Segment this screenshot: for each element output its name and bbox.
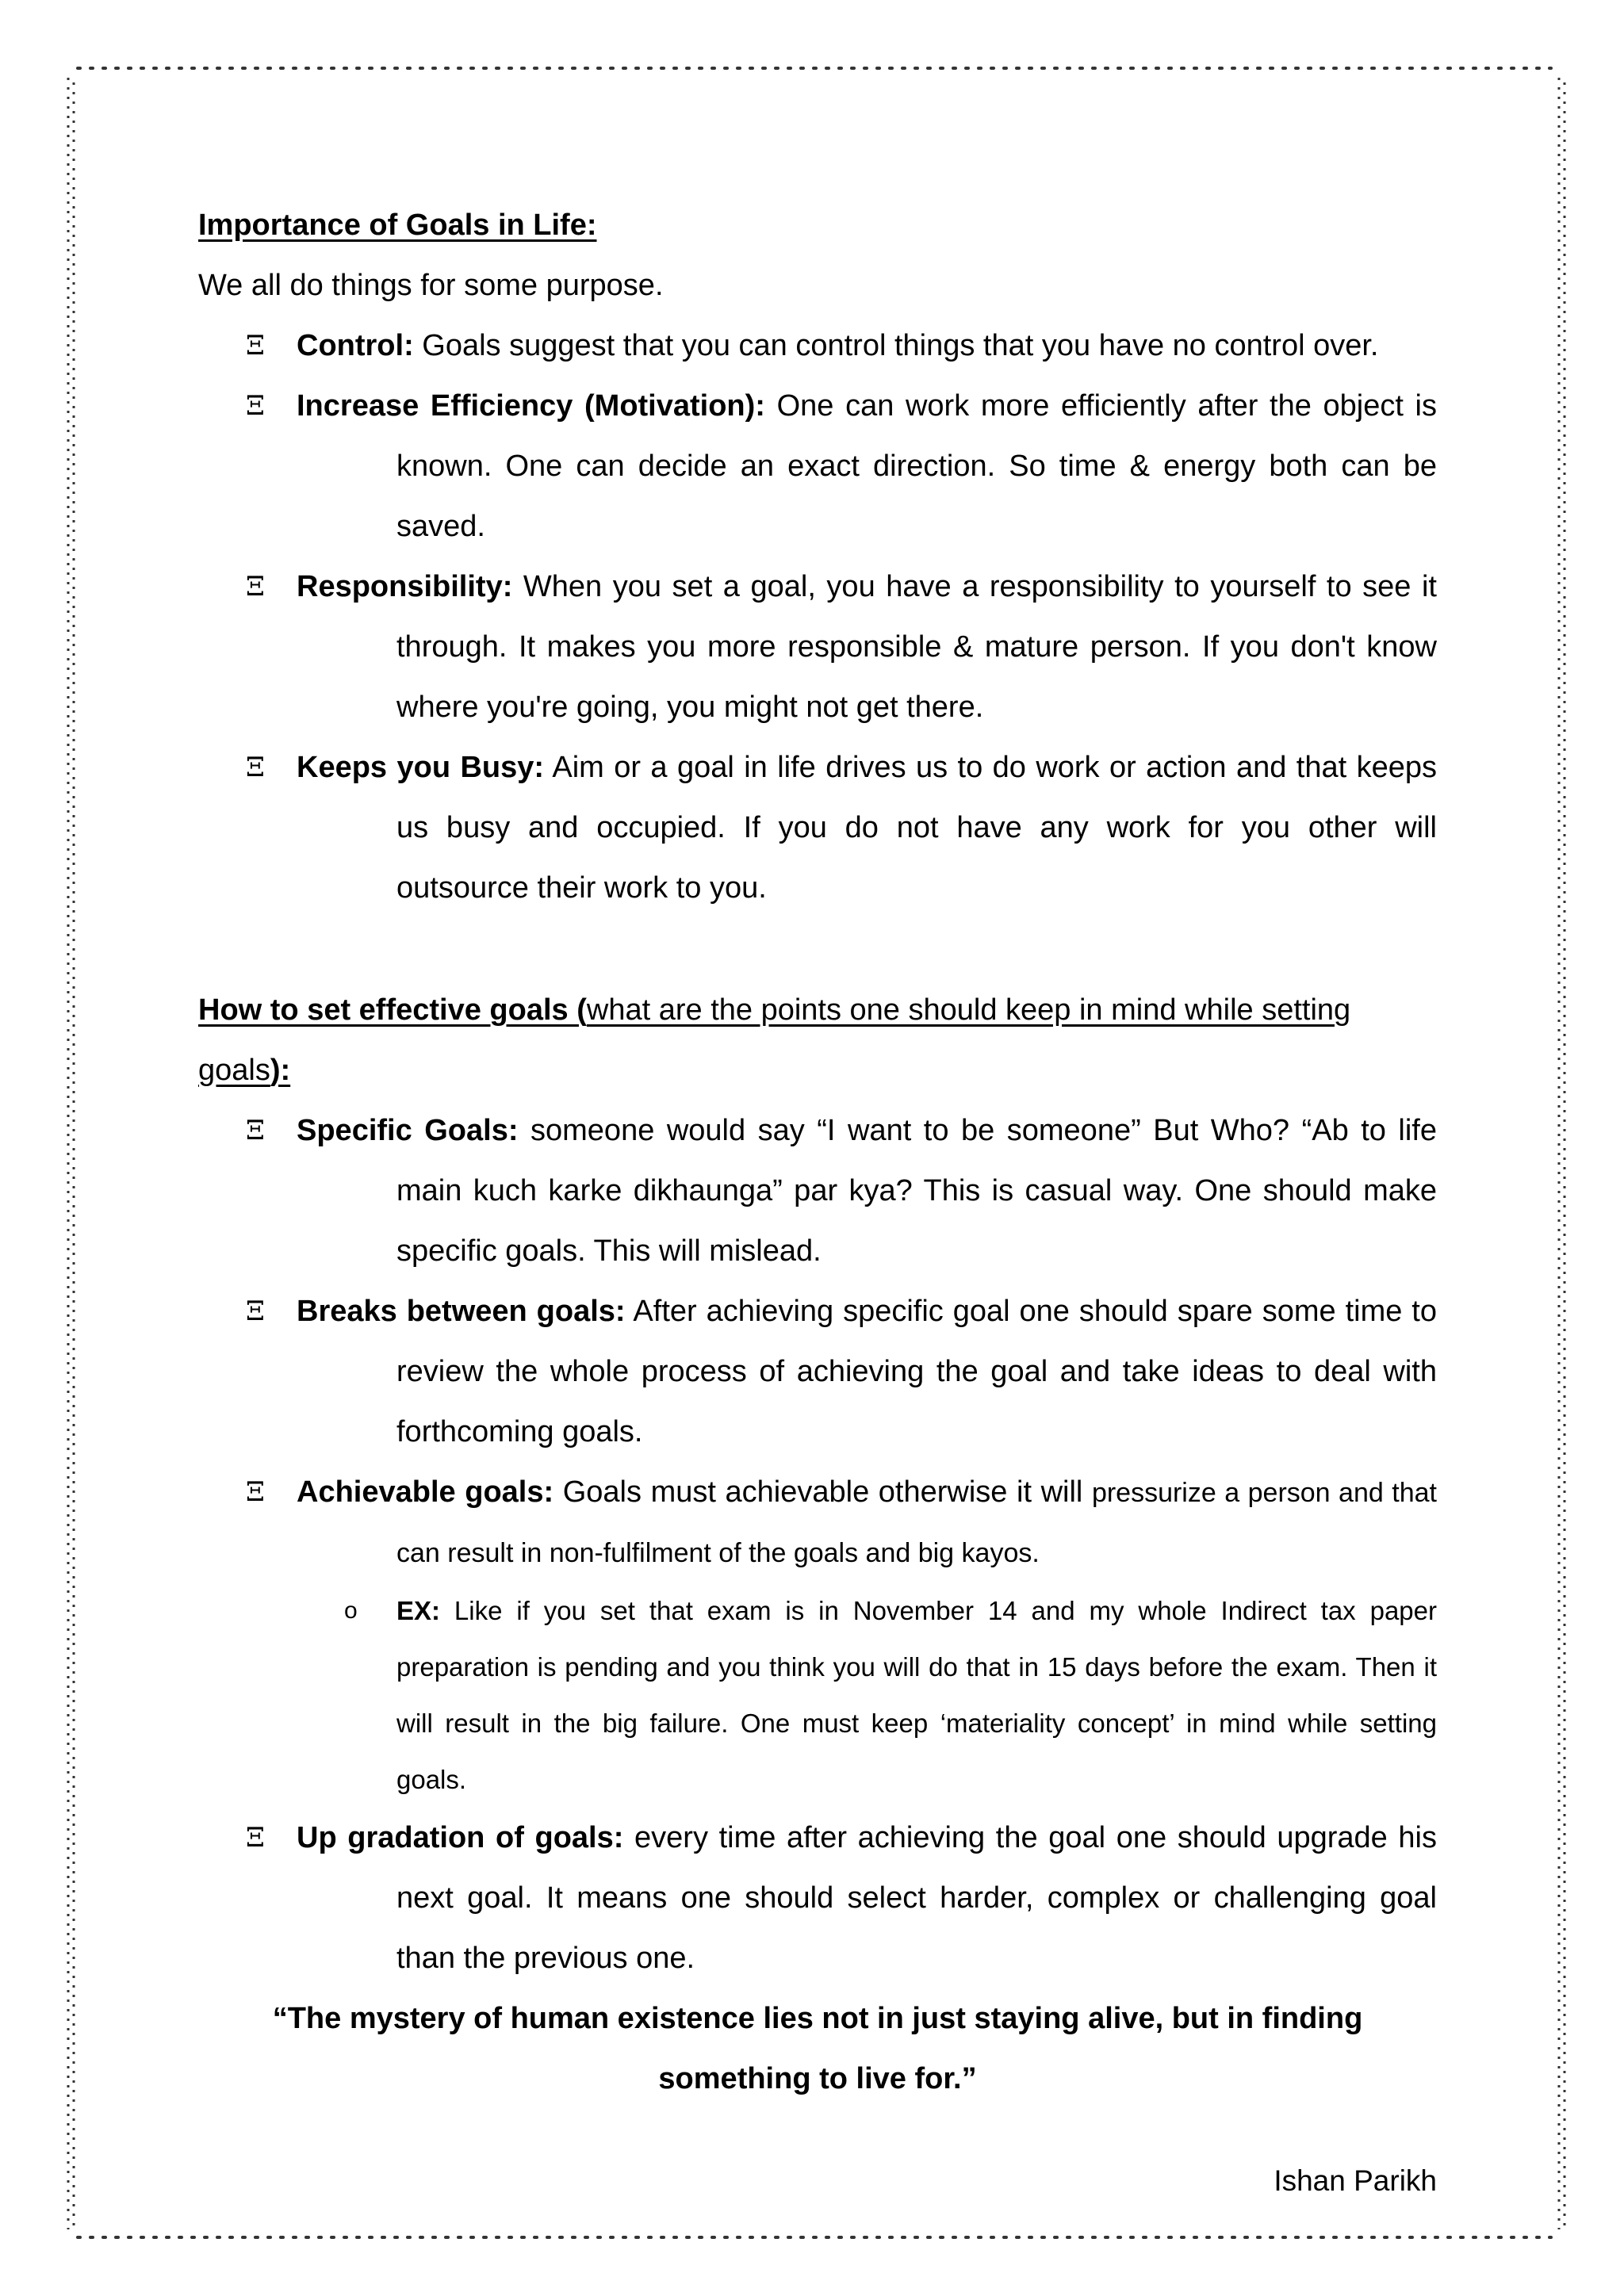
item-text: After achieving specific goal one should spare some time to review the whole process of achieving the goal and take ideas to deal with forthcoming goals. xyxy=(396,1295,1437,1448)
item-label: Specific Goals: xyxy=(297,1114,519,1147)
document-body xyxy=(198,195,1437,2109)
example-label: EX: xyxy=(396,1596,441,1625)
list-item-specific-goals xyxy=(198,1100,1437,1281)
item-text: Aim or a goal in life drives us to do work or action and that keeps us busy and occupied. If you do not have any work for you other will outsource their work to you. xyxy=(396,751,1438,905)
item-text: When you set a goal, you have a responsibility to yourself to see it through. It makes you more responsible & mature person. If you don't know where you're going, you might not get there. xyxy=(396,570,1437,724)
item-text: One can work more efficiently after the object is known. One can decide an exact direction. So time & energy both can be saved. xyxy=(396,389,1437,543)
list-item-upgradation xyxy=(198,1808,1437,1988)
list-item-efficiency xyxy=(198,376,1437,557)
intro-text: We all do things for some purpose. xyxy=(198,269,664,302)
bullet-xi-icon: Ξ xyxy=(246,752,265,783)
bullet-xi-icon: Ξ xyxy=(246,571,265,603)
heading-end-part: ): xyxy=(270,1054,291,1087)
item-text: someone would say “I want to be someone” But Who? “Ab to life main kuch karke dikhaunga” par kya? This is casual way. One should make specific goals. This will mislead. xyxy=(396,1114,1437,1268)
list-item-keeps-busy xyxy=(198,737,1437,918)
section-heading-importance: Importance of Goals in Life: xyxy=(198,209,597,242)
item-label: Breaks between goals: xyxy=(297,1295,626,1328)
sub-list-item-example xyxy=(198,1582,1437,1808)
section-heading-effective-goals xyxy=(198,980,1437,1100)
heading-bold-part: How to set effective goals ( xyxy=(198,993,587,1027)
bullet-xi-icon: Ξ xyxy=(246,1822,265,1854)
bullet-xi-icon: Ξ xyxy=(246,1476,265,1508)
section-spacer xyxy=(198,918,1437,980)
item-text: Goals suggest that you can control things that you have no control over. xyxy=(413,329,1379,362)
list-item-control xyxy=(198,316,1437,376)
list-item-responsibility xyxy=(198,557,1437,737)
item-label: Control: xyxy=(297,329,414,362)
bullet-circle-icon: o xyxy=(344,1598,358,1624)
item-label: Up gradation of goals: xyxy=(297,1821,624,1854)
list-item-breaks xyxy=(198,1281,1437,1462)
item-text-small: pressurize a person and that can result in non-fulfilment of the goals and big kayos. xyxy=(396,1478,1437,1568)
bullet-xi-icon: Ξ xyxy=(246,1115,265,1146)
heading-plain-part: what are the points one should keep in mind while setting goals xyxy=(198,993,1351,1087)
item-label: Increase Efficiency (Motivation): xyxy=(297,389,765,423)
item-label: Achievable goals: xyxy=(297,1475,554,1509)
bullet-xi-icon: Ξ xyxy=(246,390,265,422)
example-text: Like if you set that exam is in November 14 and my whole Indirect tax paper preparation is pending and you think you will do that in 15 days before the exam. Then it will result in the big failure. One must keep ‘materiality concept’ in mind while setting goals. xyxy=(396,1596,1437,1794)
list-item-achievable xyxy=(198,1462,1437,1582)
item-label: Responsibility: xyxy=(297,570,513,603)
item-label: Keeps you Busy: xyxy=(297,751,545,784)
bullet-xi-icon: Ξ xyxy=(246,330,265,362)
closing-quote: “The mystery of human existence lies not in just staying alive, but in finding something to live for.” xyxy=(272,2002,1363,2095)
item-text: Goals must achievable otherwise it will xyxy=(553,1475,1092,1509)
bullet-xi-icon: Ξ xyxy=(246,1295,265,1327)
author-name: Ishan Parikh xyxy=(1274,2164,1437,2197)
item-text: every time after achieving the goal one should upgrade his next goal. It means one should select harder, complex or challenging goal than the previous one. xyxy=(396,1821,1437,1975)
